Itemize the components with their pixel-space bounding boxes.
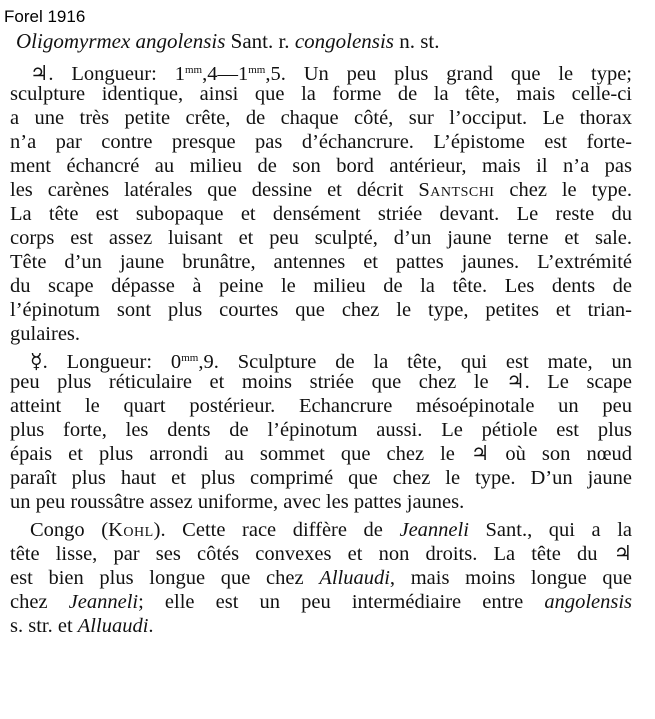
para1-line: La tête est subopaque et densément striée devant. Le reste du xyxy=(10,203,632,225)
para3-line: Congo (Kohl). Cette race diffère de Jeanneli Sant., qui a la xyxy=(30,519,632,541)
taxon-title xyxy=(16,29,439,54)
para2-line: peu plus réticulaire et moins striée que chez le ♃. Le scape xyxy=(10,371,632,393)
para3-line: s. str. et Alluaudi. xyxy=(10,615,154,637)
para2-line: un peu roussâtre assez uniforme, avec les pattes jaunes. xyxy=(10,491,465,513)
para1-line: gulaires. xyxy=(10,323,81,345)
taxon-author-rank: Sant. r. xyxy=(230,29,290,53)
para1-line: l’épinotum sont plus courtes que chez le type, petites et trian- xyxy=(10,299,632,321)
para1-line: sculpture identique, ainsi que la forme de la tête, mais celle-ci xyxy=(10,83,632,105)
taxon-status: n. st. xyxy=(399,29,440,53)
para1-line: corps est assez luisant et peu sculpté, d’un jaune terne et sale. xyxy=(10,227,632,249)
para1-line: ment échancré au milieu de son bord antérieur, mais il n’a pas xyxy=(10,155,632,177)
para2-line: épais et plus arrondi au sommet que chez le ♃ où son nœud xyxy=(10,443,632,465)
para3-line: est bien plus longue que chez Alluaudi, mais moins longue que xyxy=(10,567,632,589)
para3-line: tête lisse, par ses côtés convexes et non droits. La tête du ♃ xyxy=(10,543,632,565)
para1-line: a une très petite crête, de chaque côté, sur l’occiput. Le thorax xyxy=(10,107,632,129)
page-header: Forel 1916 xyxy=(4,7,86,26)
para1-line: les carènes latérales que dessine et décrit Santschi chez le type. xyxy=(10,179,632,201)
para2-line: paraît plus haut et plus comprimé que chez le type. D’un jaune xyxy=(10,467,632,489)
taxon-subspecies: congolensis xyxy=(294,29,394,53)
para2-line: ☿. Longueur: $0^{mm},9$. Sculpture de la tête, qui est mate, un xyxy=(30,351,632,373)
para1-line: Tête d’un jaune brunâtre, antennes et pattes jaunes. L’extrémité xyxy=(10,251,632,273)
para2-line: plus forte, les dents de l’épinotum aussi. Le pétiole est plus xyxy=(10,419,632,441)
para1-line: n’a par contre presque pas d’échancrure. L’épistome est forte- xyxy=(10,131,632,153)
para1-line: ♃. Longueur: $1^{mm},4—1^{mm},5$. Un peu plus grand que le type; xyxy=(30,63,632,85)
para2-line: atteint le quart postérieur. Echancrure mésoépinotale un peu xyxy=(10,395,632,417)
taxon-genus-species: Oligomyrmex angolensis xyxy=(16,29,226,53)
para3-line: chez Jeanneli; elle est un peu intermédiaire entre angolensis xyxy=(10,591,633,613)
para1-line: du scape dépasse à peine le milieu de la tête. Les dents de xyxy=(10,275,632,297)
